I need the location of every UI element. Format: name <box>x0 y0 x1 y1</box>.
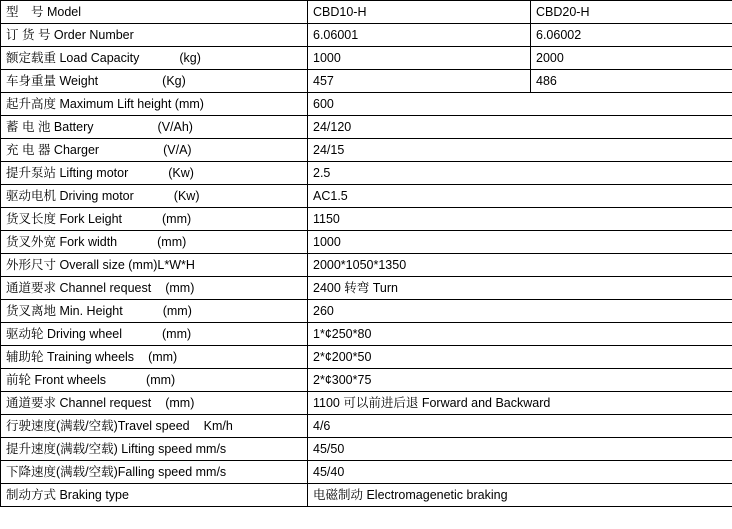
table-row <box>1 116 732 139</box>
row-value-model-1: 260 <box>308 300 732 323</box>
row-label: 充 电 器 Charger <box>6 143 100 157</box>
row-label-cell <box>1 139 308 162</box>
row-label: 提升速度(满载/空载) Lifting speed mm/s <box>6 442 227 456</box>
row-value-model-1: CBD10-H <box>308 1 531 24</box>
row-label: 通道要求 Channel request <box>6 281 152 295</box>
row-value-model-2: CBD20-H <box>531 1 732 24</box>
table-row <box>1 231 732 254</box>
table-row <box>1 346 732 369</box>
row-value-model-1: 45/40 <box>308 461 732 484</box>
row-label-cell <box>1 369 308 392</box>
row-label-cell <box>1 346 308 369</box>
row-label: 通道要求 Channel request <box>6 396 152 410</box>
row-value-model-1: 1000 <box>308 231 732 254</box>
row-label-cell <box>1 208 308 231</box>
row-value-model-1: 24/15 <box>308 139 732 162</box>
row-label: 辅助轮 Training wheels <box>6 350 135 364</box>
row-label-cell <box>1 24 308 47</box>
row-value-model-1: 600 <box>308 93 732 116</box>
row-unit: (V/A) <box>163 143 192 157</box>
row-value-model-2: 2000 <box>531 47 732 70</box>
row-label: 额定载重 Load Capacity <box>6 51 140 65</box>
row-label-cell <box>1 323 308 346</box>
row-value-model-1: 457 <box>308 70 531 93</box>
table-row <box>1 369 732 392</box>
table-row <box>1 93 732 116</box>
row-value-model-1: 1150 <box>308 208 732 231</box>
table-row <box>1 438 732 461</box>
table-row <box>1 300 732 323</box>
row-unit: (mm) <box>157 235 187 249</box>
row-value-model-2: 6.06002 <box>531 24 732 47</box>
row-unit: (kg) <box>179 51 201 65</box>
row-label: 货叉外宽 Fork width <box>6 235 118 249</box>
row-value-model-1: 2*¢300*75 <box>308 369 732 392</box>
row-value-model-1: 24/120 <box>308 116 732 139</box>
table-row <box>1 484 732 507</box>
row-unit: (mm) <box>162 212 192 226</box>
table-row <box>1 47 732 70</box>
row-value-model-1: 2.5 <box>308 162 732 185</box>
row-label-cell <box>1 1 308 24</box>
table-row <box>1 162 732 185</box>
row-value-model-1: 6.06001 <box>308 24 531 47</box>
table-row <box>1 70 732 93</box>
row-value-model-1: 2000*1050*1350 <box>308 254 732 277</box>
table-row <box>1 323 732 346</box>
row-value-model-1: 4/6 <box>308 415 732 438</box>
row-label-cell <box>1 438 308 461</box>
table-body <box>1 1 732 507</box>
table-row <box>1 139 732 162</box>
table-row <box>1 185 732 208</box>
table-row <box>1 392 732 415</box>
row-value-model-1: 1*¢250*80 <box>308 323 732 346</box>
row-label-cell <box>1 254 308 277</box>
row-value-model-1: 1100 可以前进后退 Forward and Backward <box>308 392 732 415</box>
row-value-model-1: 电磁制动 Electromagenetic braking <box>308 484 732 507</box>
row-unit: (mm) <box>146 373 176 387</box>
row-value-model-1: 1000 <box>308 47 531 70</box>
row-label-cell <box>1 392 308 415</box>
row-label-cell <box>1 162 308 185</box>
row-label: 货叉离地 Min. Height <box>6 304 123 318</box>
table-row <box>1 254 732 277</box>
row-value-model-2: 486 <box>531 70 732 93</box>
row-unit: (mm) <box>165 396 195 410</box>
row-unit: (V/Ah) <box>157 120 193 134</box>
row-value-model-1: 45/50 <box>308 438 732 461</box>
row-unit: Km/h <box>203 419 233 433</box>
row-label-cell <box>1 47 308 70</box>
row-label-cell <box>1 277 308 300</box>
row-label: 行驶速度(满载/空载)Travel speed <box>6 419 190 433</box>
row-label: 起升高度 Maximum Lift height (mm) <box>6 97 204 111</box>
row-label: 外形尺寸 Overall size (mm)L*W*H <box>6 258 195 272</box>
row-unit: (mm) <box>162 327 192 341</box>
row-label: 下降速度(满载/空载)Falling speed mm/s <box>6 465 227 479</box>
row-label-cell <box>1 93 308 116</box>
row-label: 订 货 号 Order Number <box>6 28 134 42</box>
row-label-cell <box>1 70 308 93</box>
table-row <box>1 208 732 231</box>
row-unit: (Kw) <box>173 189 200 203</box>
row-unit: (mm) <box>162 304 192 318</box>
row-label: 驱动轮 Driving wheel <box>6 327 123 341</box>
table-row <box>1 1 732 24</box>
row-unit: (mm) <box>148 350 178 364</box>
row-label-cell <box>1 415 308 438</box>
row-unit: (Kw) <box>168 166 194 180</box>
row-label: 提升泵站 Lifting motor <box>6 166 129 180</box>
table-row <box>1 461 732 484</box>
row-label: 型 号 Model <box>6 5 82 19</box>
row-unit: (Kg) <box>162 74 186 88</box>
row-value-model-1: 2*¢200*50 <box>308 346 732 369</box>
row-label-cell <box>1 231 308 254</box>
row-label: 驱动电机 Driving motor <box>6 189 134 203</box>
table-row <box>1 415 732 438</box>
row-label: 前轮 Front wheels <box>6 373 107 387</box>
row-label: 制动方式 Braking type <box>6 488 129 502</box>
row-value-model-1: AC1.5 <box>308 185 732 208</box>
table-row <box>1 277 732 300</box>
row-label-cell <box>1 484 308 507</box>
row-value-model-1: 2400 转弯 Turn <box>308 277 732 300</box>
row-label-cell <box>1 116 308 139</box>
row-label-cell <box>1 185 308 208</box>
row-label: 蓄 电 池 Battery <box>6 120 94 134</box>
table-row <box>1 24 732 47</box>
row-unit: (mm) <box>165 281 195 295</box>
row-label: 车身重量 Weight <box>6 74 99 88</box>
row-label-cell <box>1 461 308 484</box>
row-label-cell <box>1 300 308 323</box>
row-label: 货叉长度 Fork Leight <box>6 212 123 226</box>
